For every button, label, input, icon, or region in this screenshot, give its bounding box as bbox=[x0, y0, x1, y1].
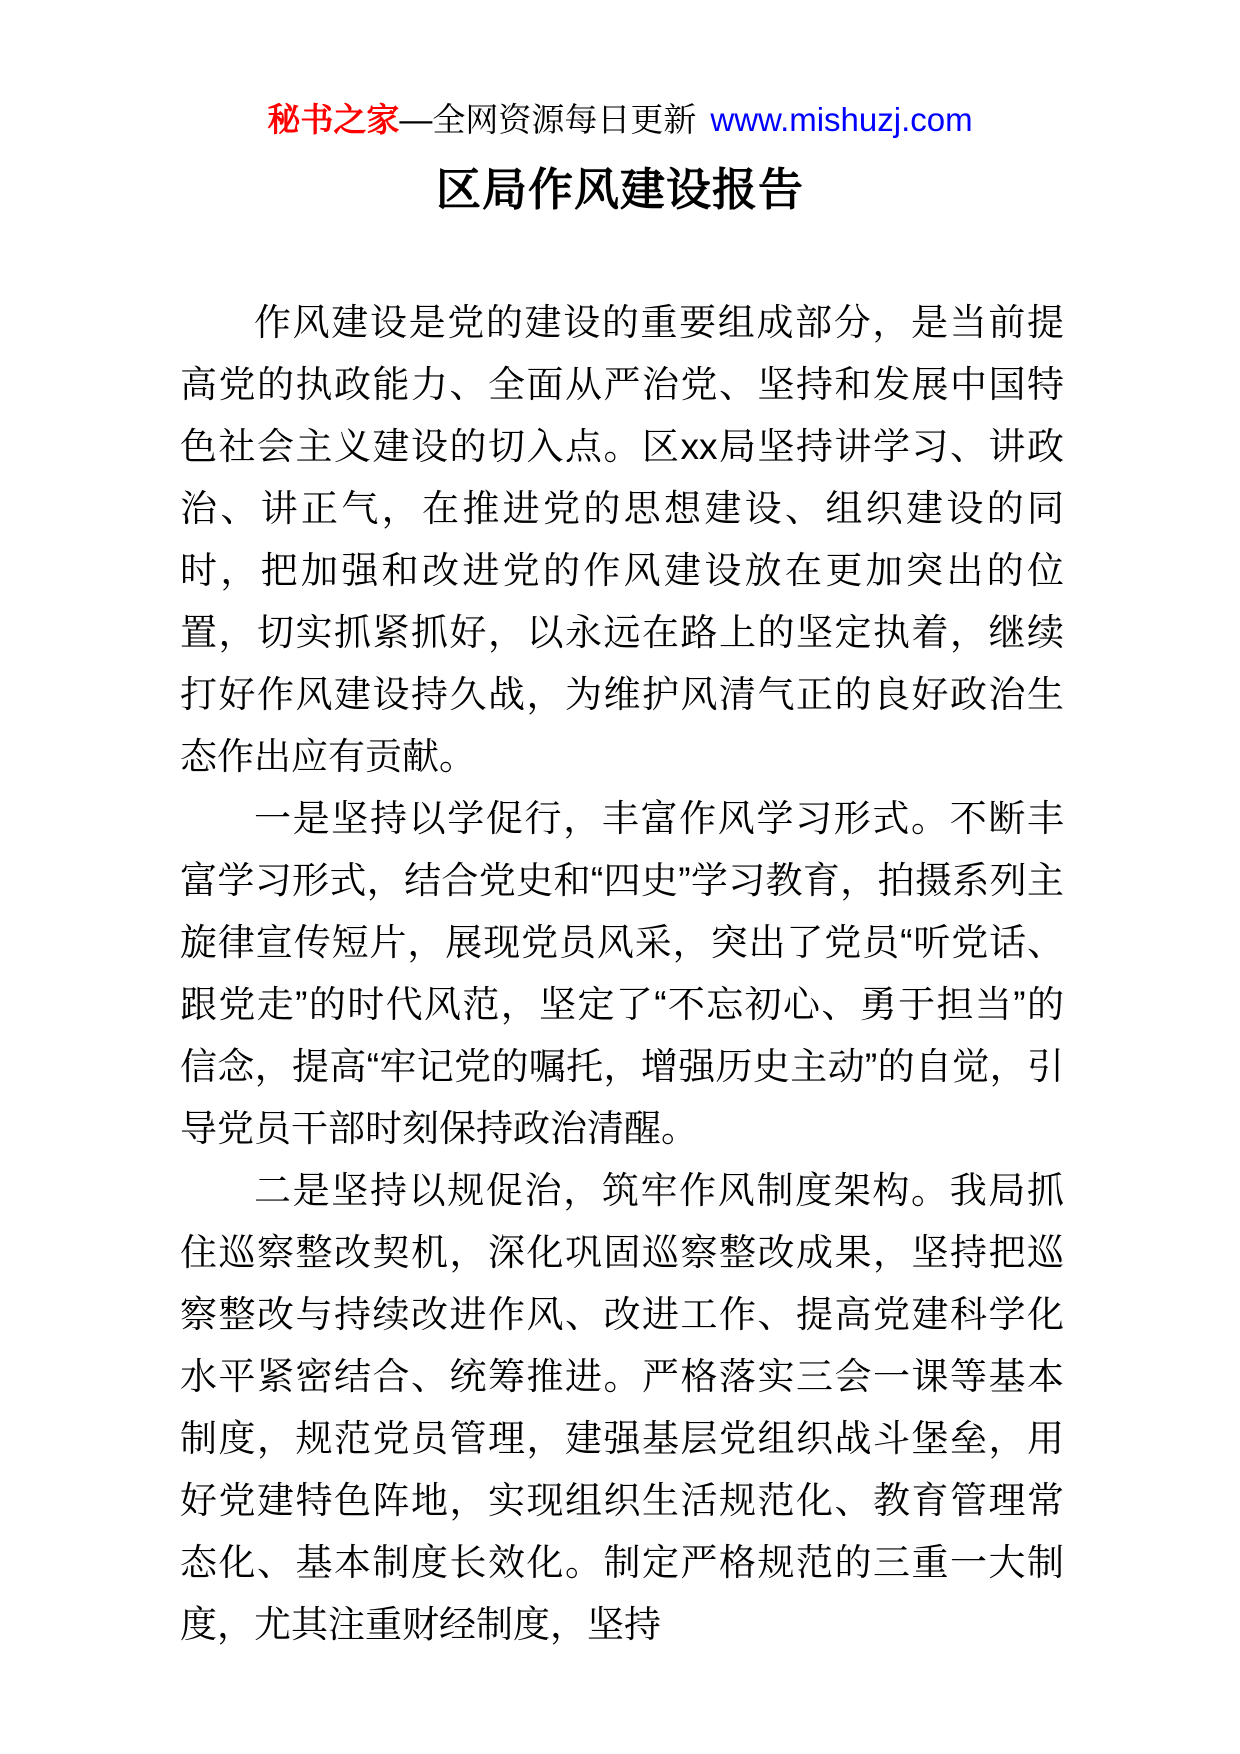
dash-separator: — bbox=[399, 101, 433, 138]
paragraph-intro: 作风建设是党的建设的重要组成部分，是当前提高党的执政能力、全面从严治党、坚持和发展中国特色社会主义建设的切入点。区xx局坚持讲学习、讲政治、讲正气，在推进党的思想建设、组织建设的同时，把加强和改进党的作风建设放在更加突出的位置，切实抓紧抓好，以永远在路上的坚定执着，继续打好作风建设持久战，为维护风清气正的良好政治生态作出应有贡献。 bbox=[180, 302, 1064, 777]
site-tagline: 全网资源每日更新 bbox=[432, 101, 697, 138]
site-url[interactable]: www.mishuzj.com bbox=[710, 101, 973, 138]
paragraph-point-one: 一是坚持以学促行，丰富作风学习形式。不断丰富学习形式，结合党史和“四史”学习教育，拍摄系列主旋律宣传短片，展现党员风采，突出了党员“听党话、跟党走”的时代风范，坚定了“不忘初心、勇于担当”的信念，提高“牢记党的嘱托，增强历史主动”的自觉，引导党员干部时刻保持政治清醒。 bbox=[180, 798, 1064, 1149]
document-body bbox=[180, 292, 1064, 1656]
brand-name: 秘书之家 bbox=[267, 101, 400, 138]
page-title: 区局作风建设报告 bbox=[435, 164, 804, 215]
site-header bbox=[0, 0, 1240, 144]
paragraph-point-two: 二是坚持以规促治，筑牢作风制度架构。我局抓住巡察整改契机，深化巩固巡察整改成果，坚持把巡察整改与持续改进作风、改进工作、提高党建科学化水平紧密结合、统筹推进。严格落实三会一课等基本制度，规范党员管理，建强基层党组织战斗堡垒，用好党建特色阵地，实现组织生活规范化、教育管理常态化、基本制度长效化。制定严格规范的三重一大制度，尤其注重财经制度，坚持 bbox=[180, 1170, 1064, 1645]
